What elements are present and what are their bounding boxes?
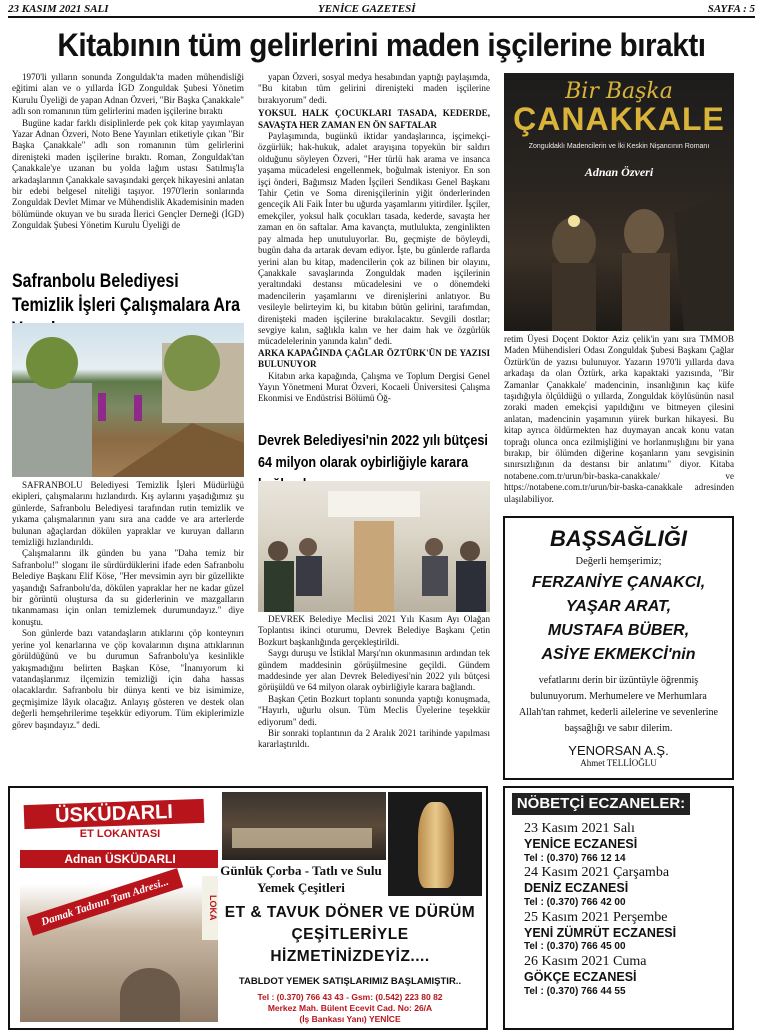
page-header <box>8 2 755 18</box>
safranbolu-street-photo <box>12 323 244 477</box>
book-author: Adnan Özveri <box>584 165 654 179</box>
restaurant-daily-menu: Günlük Çorba - Tatlı ve Sulu Yemek Çeşitleri <box>220 863 382 895</box>
article-subheading: YOKSUL HALK ÇOCUKLARI TASADA, KEDERDE, SAVAŞTA HER ZAMAN EN ÖN SAFTALAR <box>258 108 490 130</box>
miners-illustration <box>504 183 734 331</box>
pharmacy-phone: Tel : (0.370) 766 45 00 <box>524 941 626 953</box>
pharmacy-phone: Tel : (0.370) 766 44 55 <box>524 985 626 997</box>
condolence-company: YENORSAN A.Ş. <box>568 743 669 758</box>
book-title-line2: ÇANAKKALE <box>513 101 725 137</box>
pharmacy-name: DENİZ ECZANESİ <box>524 881 629 896</box>
restaurant-side-sign: LOKA <box>202 876 218 940</box>
devrek-council-photo <box>258 481 490 612</box>
article-safranbolu-body <box>12 480 244 780</box>
deceased-name: FERZANİYE ÇANAKCI, <box>531 574 706 591</box>
pharmacy-entry <box>524 866 734 910</box>
restaurant-address-line2: (İş Bankası Yanı) YENİCE <box>299 1014 401 1024</box>
condolence-title: BAŞSAĞLIĞI <box>550 526 687 551</box>
restaurant-tabldot: TABLDOT YEMEK SATIŞLARIMIZ BAŞLAMIŞTIR.. <box>238 976 462 987</box>
restaurant-owner: Adnan ÜSKÜDARLI <box>20 850 218 868</box>
restaurant-storefront-photo <box>20 792 218 1022</box>
pharmacy-phone: Tel : (0.370) 766 42 00 <box>524 896 626 908</box>
header-page-number: SAYFA : 5 <box>707 3 755 15</box>
condolence-person: Ahmet TELLİOĞLU <box>580 758 657 768</box>
header-date: 23 KASIM 2021 SALI <box>8 3 109 15</box>
restaurant-name-sign: ÜSKÜDARLI <box>24 799 205 829</box>
doner-photo <box>388 792 482 896</box>
main-headline: Kitabının tüm gelirlerini maden işçilerine bıraktı <box>57 27 706 63</box>
deceased-name: YAŞAR ARAT, <box>565 598 672 615</box>
article-devrek-title: Devrek Belediyesi'nin 2022 yılı bütçesi 64 milyon olarak oybirliğiyle karara <box>258 432 488 471</box>
article-paragraph: SAFRANBOLU Belediyesi Temizlik İşleri Müdürlüğü ekipleri, çalışmalarını hızlandırdı. Kış aylarını yaşadığımız şu günlerde, Safranbolu Belediyesi tarafından rutin temizlik ve yıkama çalışmalarının yanı sıra ana cadde ve ara arterlerde bulunan ağaçlardan dökülen yapraklar ve kuruyan dalların temizliği hızlandırıldı. <box>12 480 244 548</box>
condolence-greeting: Değerli hemşerimiz; <box>575 556 662 567</box>
book-title-line1: Bir Başka <box>565 79 673 104</box>
deceased-name: MUSTAFA BÜBER, <box>547 622 690 639</box>
article-paragraph: Bugüne kadar farklı disiplinlerde pek çok kitap yayımlayan Yazar Adnan Özveri, Noto Bene Yayınları etiketiyle çıkan "Bir Başka Çanakkale" adlı son romanının tüm gelirlerini direnişteki maden işçilerine bıraktı. Roman, Zonguldak'tan Çanakkale'ye uzanan bu yolda lağım ustası Satılmış'la arkadaşlarının Çanakkale savaşındaki gerçek hikayesini anlatan bir edebi belgesel niteliği taşıyor. 1970'lerin sonlarında Zonguldak Devlet Mimar ve Mühendislik Akademisinin maden bölümünde okuyan ve bu sırada İlerici Gençler Derneği (İGD) Zonguldak Şubesi Yönetim Kurulu Üyeliği de <box>12 117 244 231</box>
council-meeting-scene <box>258 481 490 612</box>
pharmacy-phone: Tel : (0.370) 766 12 14 <box>524 852 626 864</box>
article-author-col2 <box>258 72 490 427</box>
pharmacy-name: GÖKÇE ECZANESİ <box>524 969 637 984</box>
header-paper-name: YENİCE GAZETESİ <box>318 3 416 15</box>
article-author-col3 <box>504 334 734 512</box>
article-paragraph: Paylaşımında, bugünkü iktidar yandaşlarınca, işçimekçi- özgürlük; hak-hukuk, adalet arayışına topyekün bir saldırı olduğunu söyleyen Özveri, "Her türlü hak arama ve insanca yaşama mücadelesi engellenmek, boğulmak isteniyor. En son işçi önderi, Bağımsız Maden İşçileri Sendikası Genel Başkanı Tahir Çetin ve Soma direnişçilerinin yiğit önderlerinden genceçik Ali Faik İnter bu uğurda yaşamlarını yitirdiler. İşçiler, emekçiler, yoksul halk çocukları tasada, kederde, savaşta her zaman en ön saftalar. Ama kavançta, mutlulukta, zenginlikten pay almada hep unutuluyorlar. Bu, geçmişte de böyleydi, bugün daha da artarak devam ediyor. İşte, bu günlerde raflarda yerini alan bu kitap, madencilerin çok az bilinen bir olayını, Çanakkale savaşlarında Zonguldak maden işçilerinin yeraltındaki destansı mücadelesini ve o dönemdeki madencilerin yaşamlarını ve direnişlerini anlatıyor. Bu vesileyle belirteyim ki, bu kitabın bütün gelirini, tarafımdan, direnişteki maden işçilerine bırakılacaktır. Sevgili dostlar; sevgiye kalın, sağlıkla kalın ve her daim hak ve özgürlük mücadelelerinin yanında kalın" dedi. <box>258 131 490 347</box>
pharmacy-entry <box>524 822 734 866</box>
article-paragraph: DEVREK Belediye Meclisi 2021 Yılı Kasım Ayı Olağan Toplantısı ikinci oturumu, Devrek Belediye Başkanı Çetin Bozkurt başkanlığında gerçekleştirildi. <box>258 614 490 647</box>
pharmacy-entry <box>524 955 734 999</box>
article-subheading: ARKA KAPAĞINDA ÇAĞLAR ÖZTÜRK'ÜN DE YAZISI BULUNUYOR <box>258 347 490 370</box>
condolence-text: vefatlarını derin bir üzüntüyle öğrenmiş bulunuyorum. Merhumelere ve Merhumlara Allah'tan rahmet, kederli ailelerine ve sevenlerine başsağlığı ve sabır dilerim. <box>519 675 718 734</box>
article-paragraph: 1970'li yılların sonunda Zonguldak'ta maden mühendisliği eğitimi alan ve o yıllarda İGD Zonguldak Şubesi Yönetim Kurulu Üyeliği de yapan Adnan Özveri, "Bir Başka Çanakkale" adlı son romanının tüm gelirlerini maden işçilerine bıraktı <box>12 72 244 117</box>
restaurant-slogan: Damak Tadının Tam Adresi... <box>27 868 183 936</box>
restaurant-interior-photo <box>222 792 386 860</box>
restaurant-type: ET LOKANTASI <box>79 828 161 840</box>
pharmacy-name: YENİ ZÜMRÜT ECZANESİ <box>524 925 677 940</box>
restaurant-phone: Tel : (0.370) 766 43 43 - Gsm: (0.542) 223 80 82 <box>257 992 443 1002</box>
condolence-notice <box>503 516 734 780</box>
pharmacy-title: NÖBETÇİ ECZANELER: <box>512 793 690 815</box>
doner-skewer <box>418 802 454 888</box>
article-author-col1 <box>12 72 244 268</box>
book-subtitle: Zonguldaklı Madencilerin ve İki Keskin Nişancının Romanı <box>528 143 710 150</box>
article-paragraph: Bir sonraki toplantının da 2 Aralık 2021 tarihinde yapılması kararlaştırıldı. <box>258 728 490 750</box>
pharmacy-date: 25 Kasım 2021 Perşembe <box>524 909 668 925</box>
article-paragraph: Başkan Çetin Bozkurt toplantı sonunda yaptığı konuşmada, "Hayırlı, uğurlu olsun. Tüm Meclis Üyelerine teşekkür ediyorum" dedi. <box>258 693 490 727</box>
pharmacy-date: 23 Kasım 2021 Salı <box>524 821 635 836</box>
article-safranbolu-title: Safranbolu Belediyesi Temizlik İşleri Çalışmalara Ara <box>12 271 240 316</box>
article-paragraph: Saygı duruşu ve İstiklal Marşı'nın okunmasının ardından tek gündem maddesinin görüşülmesine geçildi. Gündem maddesinde yer alan Devrek Belediyesi'nin 2022 yılı bütçesi görüşüldü ve 64 milyon olarak oybirliğiyle karara bağlandı. <box>258 648 490 693</box>
chef-figure <box>120 968 180 1022</box>
article-paragraph: Kitabın arka kapağında, Çalışma ve Toplum Dergisi Genel Yayın Yönetmeni Murat Özveri, Kocaeli Üniversitesi Çalışma Ekonmisi ve Endüstrisi Bölümü Öğ- <box>258 370 490 404</box>
pharmacy-entry <box>524 911 734 955</box>
pharmacy-date: 24 Kasım 2021 Çarşamba <box>524 865 670 881</box>
dining-tables <box>232 828 372 848</box>
restaurant-advertisement <box>8 786 488 1030</box>
pharmacy-date: 26 Kasım 2021 Cuma <box>524 954 647 970</box>
article-devrek-body <box>258 614 490 784</box>
article-paragraph: yapan Özveri, sosyal medya hesabından yaptığı paylaşımda, "Bu kitabın tüm gelirini direnişteki maden işçilerine bırakıyorum" dedi. <box>258 72 490 105</box>
street-scene <box>12 323 244 477</box>
book-cover-image <box>504 73 734 331</box>
pharmacy-name: YENİCE ECZANESİ <box>524 836 638 851</box>
article-paragraph: Son günlerde bazı vatandaşların atıklarını çöp konteynırı yerine yol kenarlarına ve çöp kovalarının dışına attıklarının görüldüğünü ve bu durumun Safranbolu'ya kesinlikle yakışmadığını belirten Başkan Köse, "İnanıyorum ki vatandaşlarımız ilçemizin temizliği için daha hassas olacaklardır. Safranbolu bir dünya kenti ve biz isimimize, geçmişimize lâyık olacağız. Anlayış gösteren ve destek olan değerli hemşehrilerime teşekkür ediyorum. Tüm ekiplerimizle görev başındayız." dedi. <box>12 628 244 730</box>
condolence-names <box>505 571 732 667</box>
pharmacy-list <box>524 822 734 1000</box>
article-paragraph: Çalışmalarını ilk günden bu yana "Daha temiz bir Safranbolu!" sloganı ile sürdürdüklerini ifade eden Safranbolu Belediye Başkanı Elif Köse, "Her mevsimin ayrı bir güzellikte yaşandığı Safranbolu'da, dökülen yapraklar her ne kadar güzel bir görüntü oluştursa da su giderlerinin ve mazgalların tıkanmaması için onları temizlemek durumundayız." diye konuştu. <box>12 548 244 627</box>
restaurant-doner-text: ET & TAVUK DÖNER VE DÜRÜM ÇEŞİTLERİYLE HİZMETİNİZDEYİZ.... <box>224 904 476 965</box>
restaurant-address: Merkez Mah. Bülent Ecevit Cad. No: 26/A <box>267 1003 433 1013</box>
article-paragraph: retim Üyesi Doçent Doktor Aziz çelik'in yanı sıra TMMOB Maden Mühendisleri Odası Zonguldak Şubesi Başkanı Çağlar Öztürk'ün de yazısı bulunuyor. Yazarın 1970'li yıllarda dava arkadaşı da olan Öztürk, arka kapaktaki yazısında, "Bir Zamanlar Çanakkale' madencinin, insanlığının kaç küfe taşıdığıyla ölçüldüğü o yıllarda, Zonguldak köylüsünün nasıl zoraki maden emekçisi yapıldığını ve bitmeyen çilesini anlatan, madencinin yaşamının yürek burkan hikayesi. Bu kitap ayrıca öldürmekten haz duymayan ancak konu vatan toprağı olunca onca ezilmişliğini ve horlanmışlığını bir yana bırakıp, bir ölümden diğerine koşanların yanı sevgisinin sınırsızlığının da destansı bir anlatımı" diyor. Kitaba notabene.com.tr/urun/bir-baska-canakkale/ ve https://notabene.com.tr/urun/bir-baska-canakkale adresinden ulaşılabiliyor. <box>504 334 734 504</box>
deceased-name: ASİYE EKMEKCİ'nin <box>541 646 696 663</box>
